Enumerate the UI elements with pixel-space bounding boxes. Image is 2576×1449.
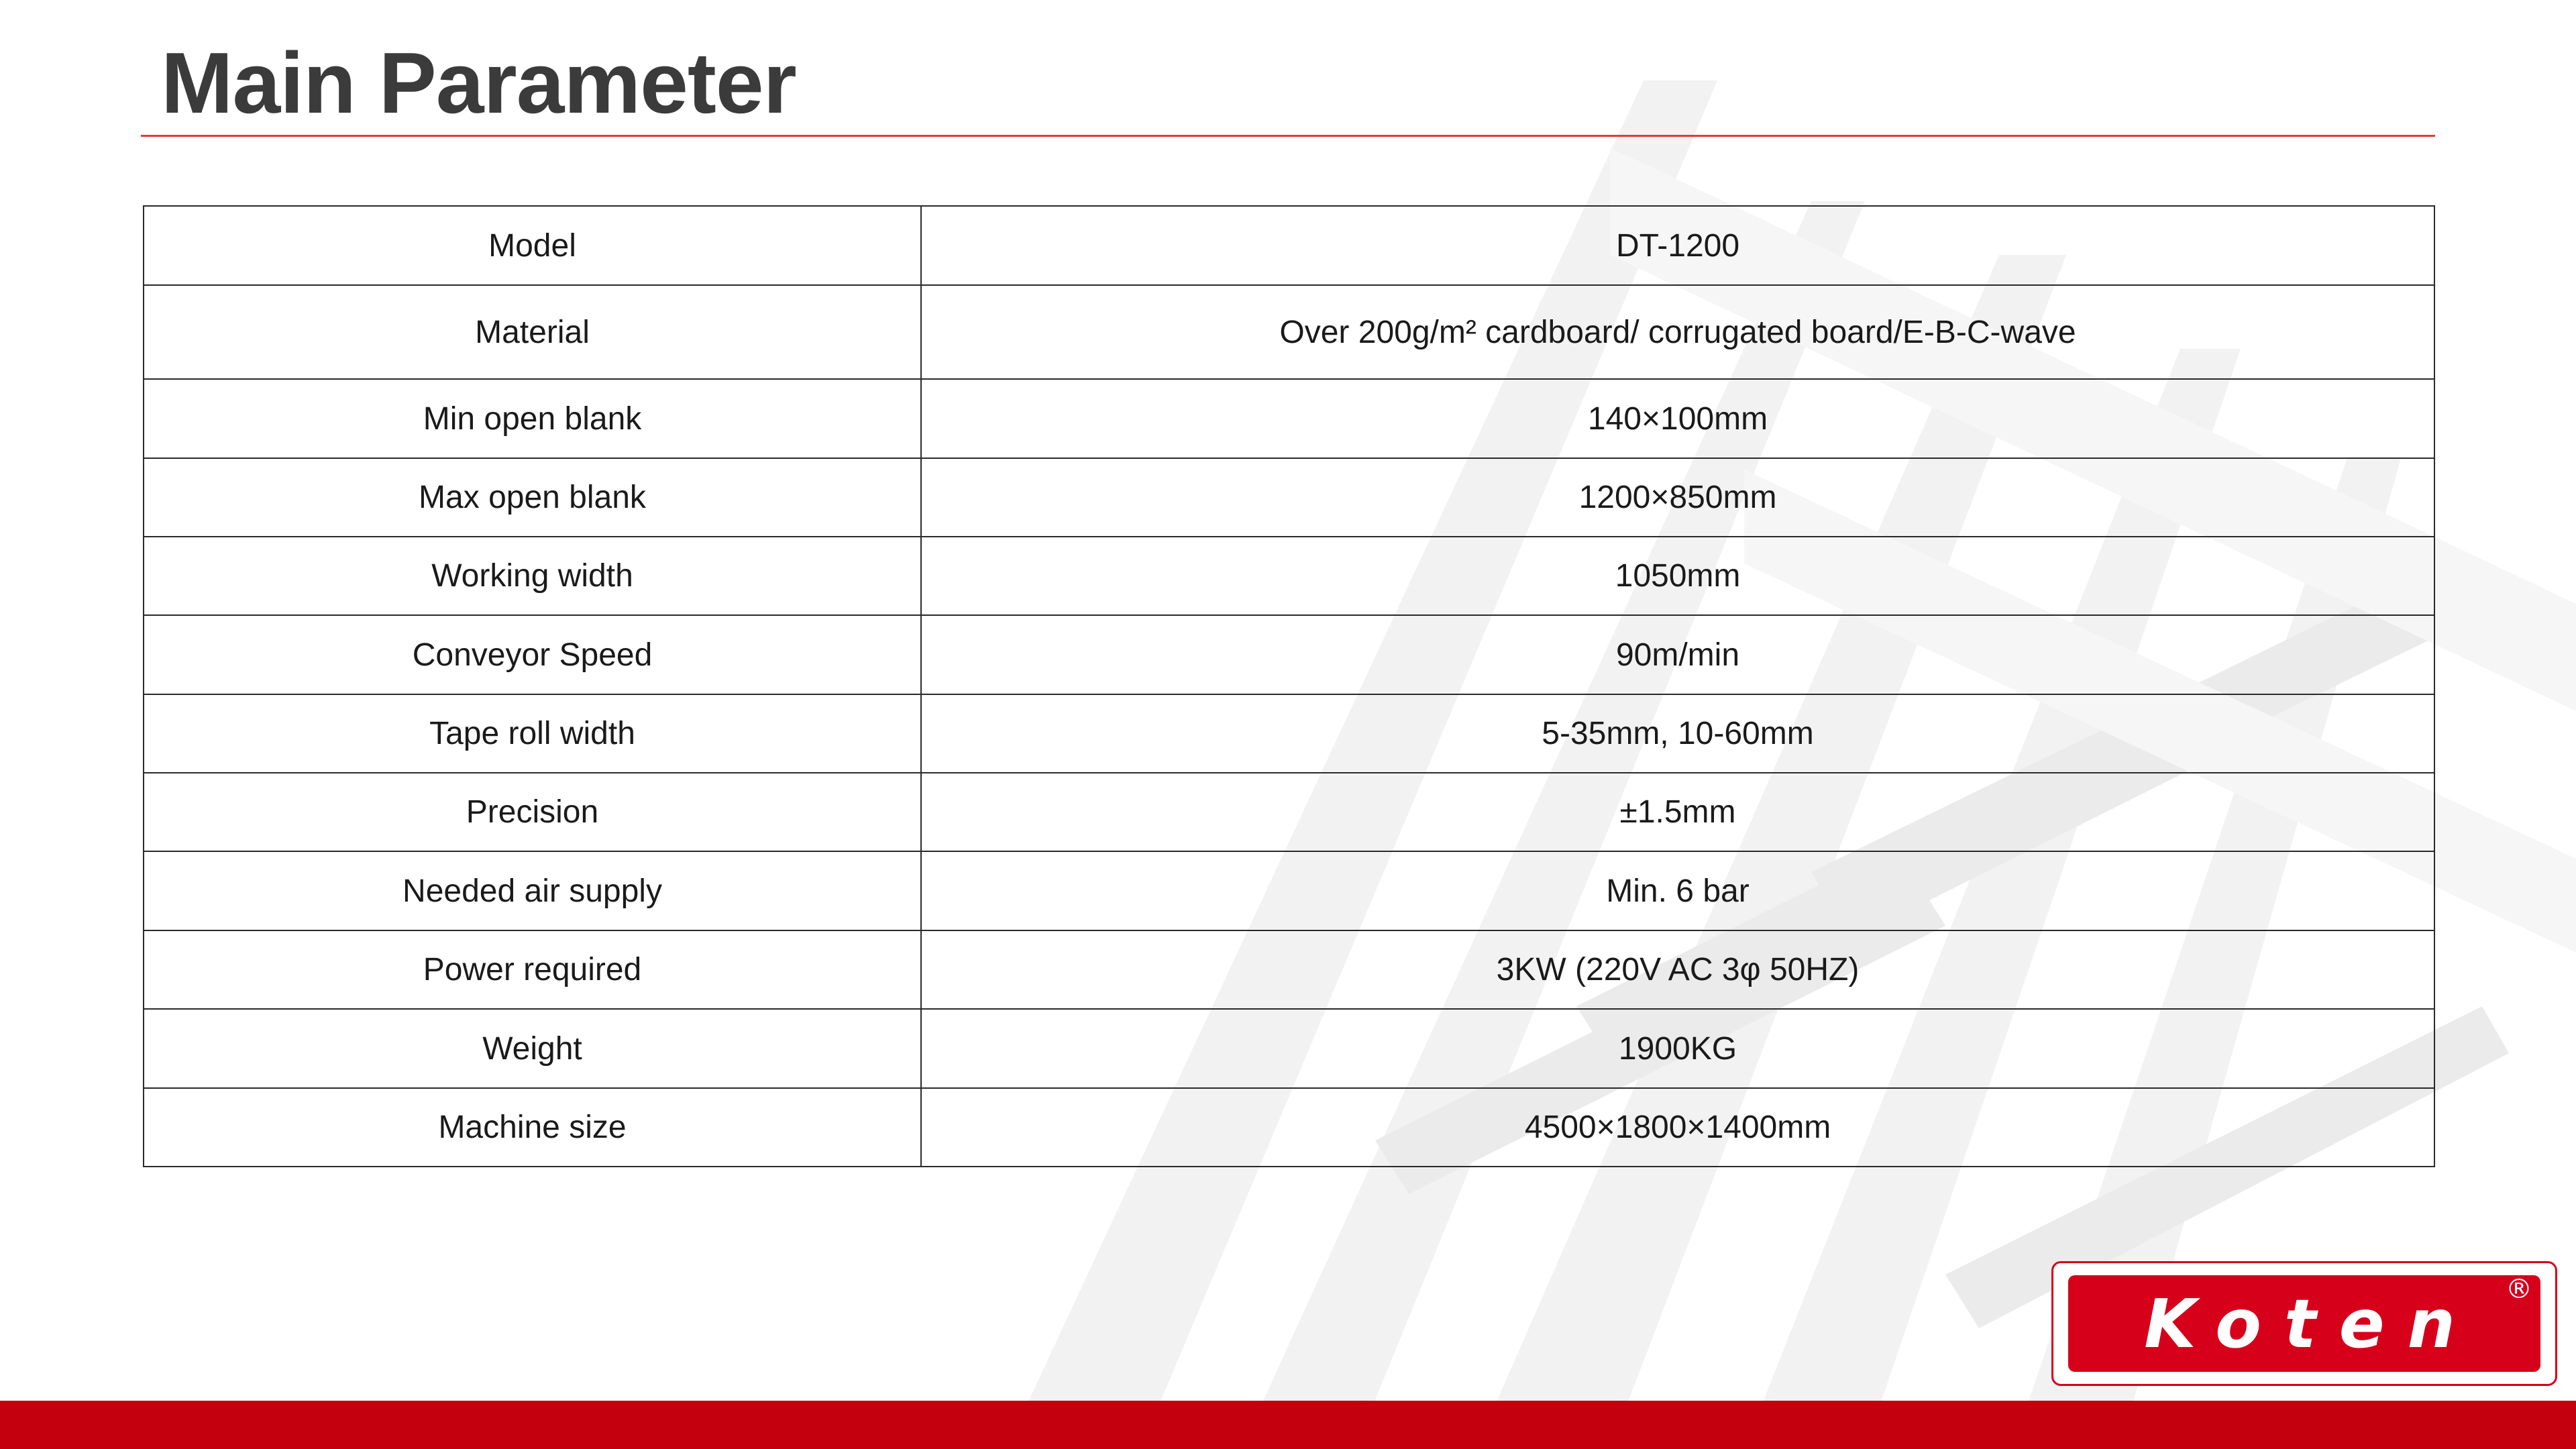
table-row <box>144 851 2434 930</box>
param-value: 5-35mm, 10-60mm <box>921 694 2434 773</box>
param-label: Working width <box>144 537 921 615</box>
param-label: Conveyor Speed <box>144 615 921 694</box>
param-value: 1200×850mm <box>921 458 2434 537</box>
footer-bar <box>0 1401 2576 1449</box>
page-title: Main Parameter <box>161 35 796 131</box>
table-row <box>144 1088 2434 1167</box>
param-label: Min open blank <box>144 379 921 458</box>
param-value: Over 200g/m² cardboard/ corrugated board/E-B-C-wave <box>921 285 2434 379</box>
param-label: Model <box>144 206 921 285</box>
table-row <box>144 773 2434 851</box>
param-label: Tape roll width <box>144 694 921 773</box>
param-value: 3KW (220V AC 3φ 50HZ) <box>921 930 2434 1009</box>
table-row <box>144 537 2434 615</box>
param-value: 4500×1800×1400mm <box>921 1088 2434 1167</box>
table-row <box>144 694 2434 773</box>
table-row <box>144 615 2434 694</box>
table-row <box>144 285 2434 379</box>
registered-mark: ® <box>2506 1274 2532 1305</box>
param-label: Power required <box>144 930 921 1009</box>
logo-badge <box>2068 1275 2540 1372</box>
table-row <box>144 379 2434 458</box>
table-row <box>144 458 2434 537</box>
param-label: Precision <box>144 773 921 851</box>
param-value: ±1.5mm <box>921 773 2434 851</box>
param-label: Material <box>144 285 921 379</box>
title-divider <box>141 135 2435 137</box>
param-value: 1900KG <box>921 1009 2434 1088</box>
param-value: 1050mm <box>921 537 2434 615</box>
param-label: Weight <box>144 1009 921 1088</box>
table-row <box>144 206 2434 285</box>
param-label: Machine size <box>144 1088 921 1167</box>
param-value: 140×100mm <box>921 379 2434 458</box>
param-value: 90m/min <box>921 615 2434 694</box>
param-label: Max open blank <box>144 458 921 537</box>
parameter-table <box>143 205 2435 1167</box>
logo-text: Koten <box>2144 1284 2478 1363</box>
param-label: Needed air supply <box>144 851 921 930</box>
table-row <box>144 1009 2434 1088</box>
koten-logo <box>2051 1261 2557 1386</box>
param-value: DT-1200 <box>921 206 2434 285</box>
table-row <box>144 930 2434 1009</box>
param-value: Min. 6 bar <box>921 851 2434 930</box>
